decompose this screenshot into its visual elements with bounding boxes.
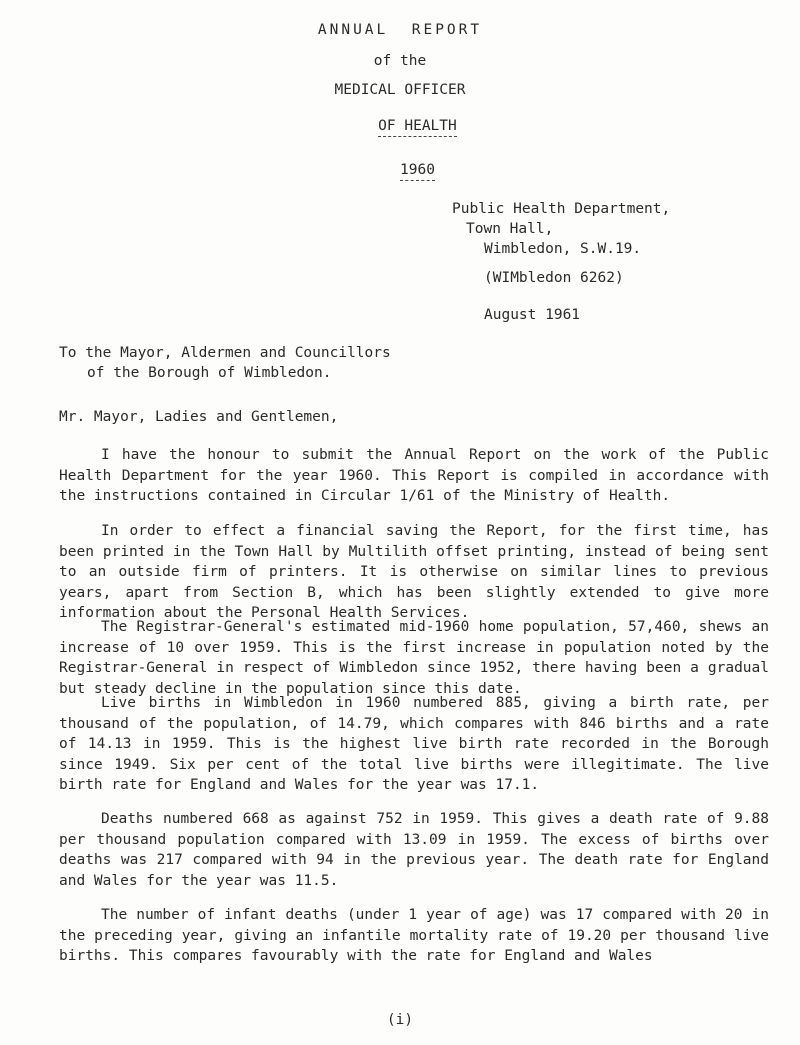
address-hall: Town Hall,	[466, 221, 554, 237]
paragraph-intro	[59, 445, 769, 507]
paragraph-text: Live births in Wimbledon in 1960 numbered 885, giving a birth rate, per thousand of the population, of 14.79, which compares with 846 births and a rate of 14.13 in 1959. This is the highest live birth rate recorded in the Borough since 1949. Six per cent of the total live births were illegitimate. The live birth rate for England and Wales for the year was 17.1.	[59, 695, 769, 793]
recipient-line-2: of the Borough of Wimbledon.	[87, 365, 332, 381]
recipient-line-1: To the Mayor, Aldermen and Councillors	[59, 345, 391, 361]
report-year-line	[0, 146, 800, 197]
report-date: August 1961	[484, 307, 581, 323]
paragraph-births	[59, 693, 769, 796]
paragraph-text: Deaths numbered 668 as against 752 in 1959. This gives a death rate of 9.88 per thousand population compared with 13.09 in 1959. The excess of births over deaths was 217 compared with 94 in the previous year. The death rate for England and Wales for the year was 11.5.	[59, 811, 769, 889]
of-health-text: OF HEALTH	[378, 118, 457, 137]
paragraph-text: The number of infant deaths (under 1 year of age) was 17 compared with 20 in the preceding year, giving an infantile mortality rate of 19.20 per thousand live births. This compares favourably with the rate for England and Wales	[59, 907, 769, 964]
address-town: Wimbledon, S.W.19.	[484, 241, 642, 257]
medical-officer-line: MEDICAL OFFICER	[334, 82, 466, 98]
of-the-line: of the	[373, 53, 427, 69]
address-department: Public Health Department,	[452, 201, 671, 217]
paragraph-text: In order to effect a financial saving the Report, for the first time, has been printed in the Town Hall by Multilith offset printing, instead of being sent to an outside firm of printers. It is otherwise on similar lines to previous years, apart from Section B, which has been slightly extended to give more information about the Personal Health Services.	[59, 523, 769, 621]
paragraph-infant-deaths	[59, 905, 769, 967]
page-number: (i)	[386, 1012, 414, 1028]
report-title: ANNUAL REPORT	[317, 22, 483, 38]
address-phone: (WIMbledon 6262)	[484, 270, 624, 286]
paragraph-text: The Registrar-General's estimated mid-1960 home population, 57,460, shews an increase of 10 over 1959. This is the first increase in population noted by the Registrar-General in respect of Wimbledon since 1952, there having been a gradual but steady decline in the population since this date.	[59, 619, 769, 697]
paragraph-printing	[59, 521, 769, 624]
report-year: 1960	[400, 162, 435, 181]
salutation: Mr. Mayor, Ladies and Gentlemen,	[59, 409, 339, 425]
paragraph-deaths	[59, 809, 769, 891]
paragraph-text: I have the honour to submit the Annual Report on the work of the Public Health Department for the year 1960. This Report is compiled in accordance with the instructions contained in Circular 1/61 of the Ministry of Health.	[59, 447, 769, 504]
paragraph-population	[59, 617, 769, 699]
